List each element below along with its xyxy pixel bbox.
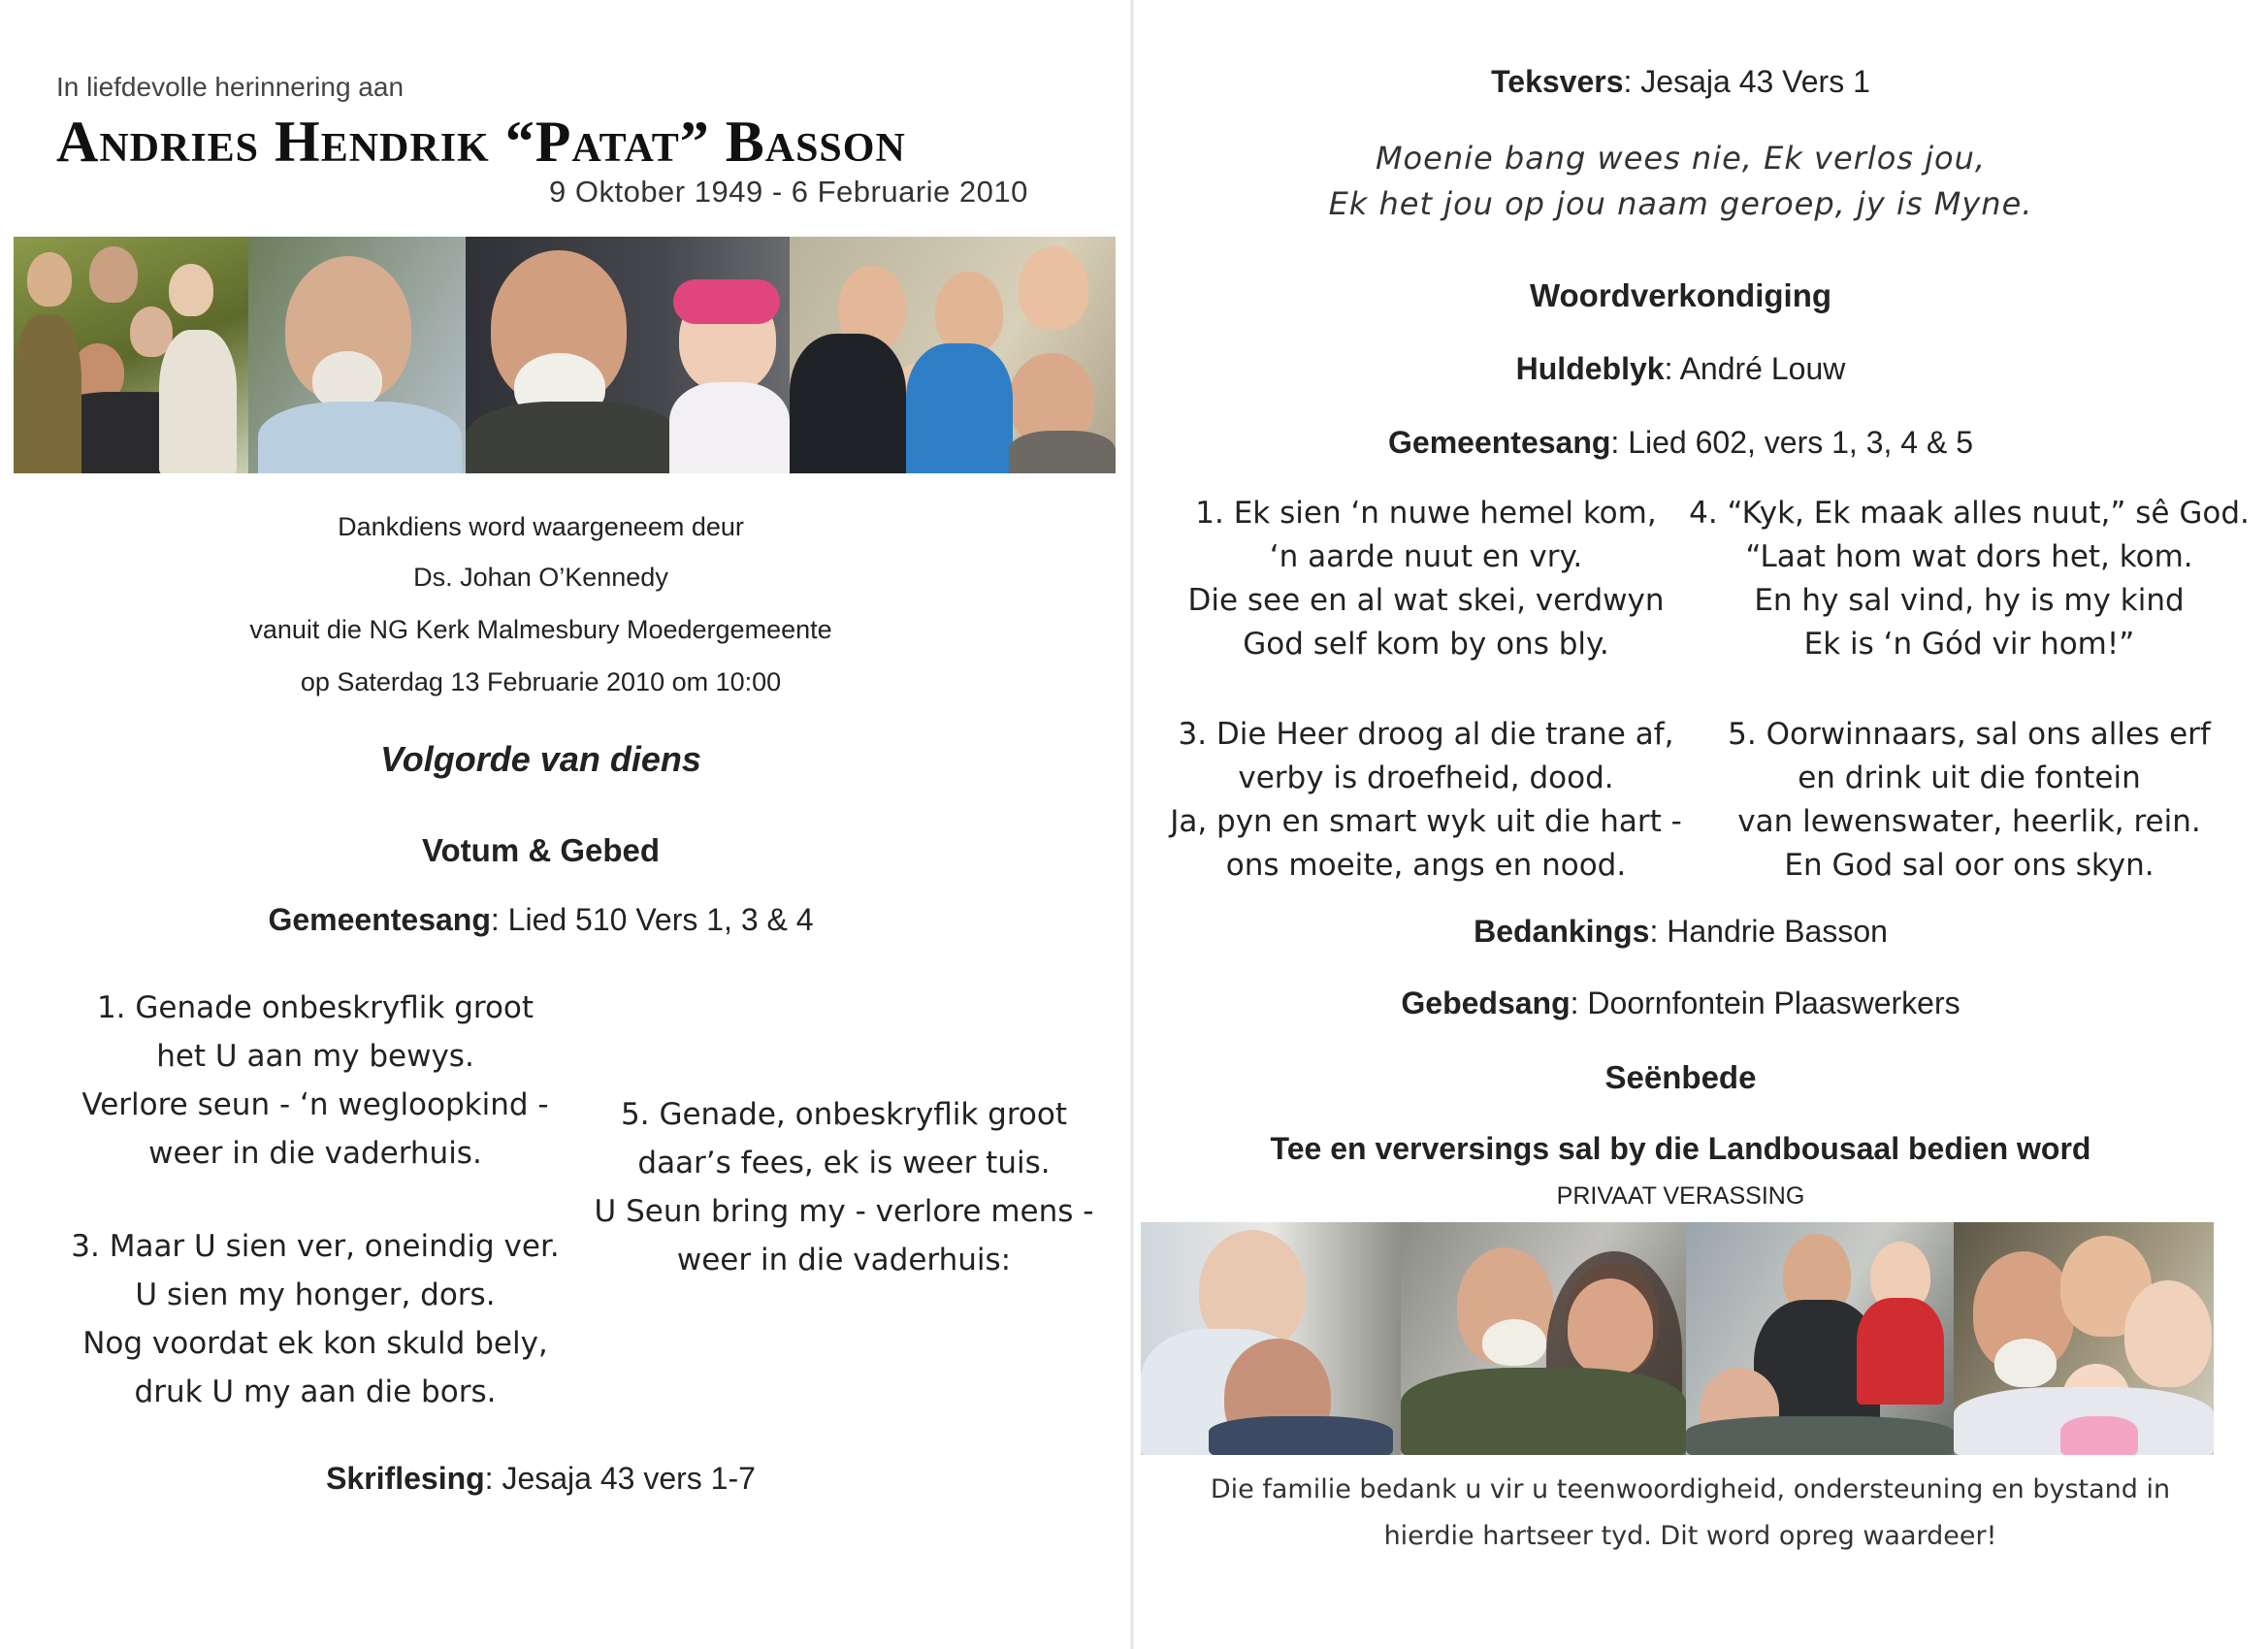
verse-line: 1. Ek sien ‘n nuwe hemel kom, [1195,496,1657,531]
hymn1-verse-3 [58,1222,572,1416]
top-photo-strip [14,237,1116,473]
hymn2-line [1135,425,2226,461]
order-of-service-heading: Volgorde van diens [380,739,701,779]
verse-quote [1135,136,2226,227]
private-cremation-note: PRIVAAT VERASSING [1556,1182,1805,1210]
verse-line: 1. Genade onbeskryflik groot [96,990,535,1025]
verse-line: Ja, pyn en smart wyk uit die hart - [1170,804,1682,839]
verse-line: ons moeite, angs en nood. [1225,848,1627,883]
photo-man-with-daughter [1401,1222,1686,1455]
verse-line: 4. “Kyk, Ek maak alles nuut,” sê God. [1689,496,2250,531]
text-verse-label: Teksvers [1491,64,1624,99]
verse-line: U Seun bring my - verlore mens - [594,1194,1094,1229]
photo-family-group [14,237,248,473]
verse-line: druk U my aan die bors. [134,1374,497,1409]
verse-line: U sien my honger, dors. [135,1277,496,1312]
thanks-value: : Handrie Basson [1649,914,1888,949]
deceased-name: Andries Hendrik “Patat” Basson [56,110,906,174]
verse-line: 3. Maar U sien ver, oneindig ver. [71,1229,560,1264]
photo-couple [1141,1222,1401,1455]
officiant-intro: Dankdiens word waargeneem deur [338,512,744,541]
scripture-value: : Jesaja 43 vers 1-7 [484,1461,756,1496]
prayer-song-value: : Doornfontein Plaaswerkers [1570,986,1960,1020]
verse-line: 5. Genade, onbeskryflik groot [621,1097,1067,1132]
text-verse-value: : Jesaja 43 Vers 1 [1623,64,1870,99]
officiant-name: Ds. Johan O’Kennedy [413,563,668,592]
verse-line: Die see en al wat skei, verdwyn [1187,583,1665,618]
scripture-reading [0,1461,1082,1497]
blessing-heading: Seënbede [1604,1059,1757,1095]
verse-quote-line: Moenie bang wees nie, Ek verlos jou, [1375,140,1987,177]
tribute-line [1135,351,2226,387]
hymn2-verse-4 [1659,492,2268,666]
photo-grandparents-baby [1954,1222,2214,1455]
prayer-song-label: Gebedsang [1401,986,1571,1020]
verse-line: God self kom by ons bly. [1243,627,1609,662]
service-date-time: op Saterdag 13 Februarie 2010 om 10:00 [300,667,782,696]
scripture-label: Skriflesing [326,1461,485,1496]
photo-father-son-baby [1686,1222,1954,1455]
photo-group-selfie [790,237,1116,473]
hymn2-verse-1 [1135,492,1717,666]
verse-quote-line: Ek het jou op jou naam geroep, jy is Myne. [1328,185,2033,222]
life-dates: 9 Oktober 1949 - 6 Februarie 2010 [549,175,1028,209]
prayer-song-line [1135,986,2226,1021]
memory-line: In liefdevolle herinnering aan [56,72,405,102]
thanks-line [1135,914,2226,950]
church-name: vanuit die NG Kerk Malmesbury Moedergemeente [249,615,832,644]
hymn1-verse-1 [58,984,572,1178]
verse-line: Nog voordat ek kon skuld bely, [82,1326,548,1361]
verse-line: 5. Oorwinnaars, sal ons alles erf [1728,717,2211,752]
photo-man-on-phone [248,237,466,473]
verse-line: van lewenswater, heerlik, rein. [1737,804,2201,839]
photo-man-with-baby [466,237,790,473]
verse-line: weer in die vaderhuis. [148,1136,482,1171]
verse-line: 3. Die Heer droog al die trane af, [1178,717,1674,752]
hymn2-verse-5 [1659,713,2268,888]
family-thanks-message [1154,1467,2226,1560]
hymn2-verse-3 [1135,713,1717,888]
tribute-label: Huldeblyk [1515,351,1665,386]
votum-heading: Votum & Gebed [421,832,661,868]
verse-line: en drink uit die fontein [1798,760,2141,795]
family-thanks-line: hierdie hartseer tyd. Dit word opreg waardeer! [1383,1521,1997,1551]
verse-line: Ek is ‘n Gód vir hom!” [1803,627,2135,662]
verse-line: verby is droefheid, dood. [1238,760,1614,795]
sermon-heading: Woordverkondiging [1529,277,1832,313]
tribute-value: : André Louw [1664,351,1846,386]
hymn2-value: : Lied 602, vers 1, 3, 4 & 5 [1610,425,1973,460]
verse-line: weer in die vaderhuis: [676,1243,1012,1277]
verse-line: het U aan my bewys. [156,1039,474,1074]
verse-line: “Laat hom wat dors het, kom. [1745,539,2193,574]
bottom-photo-strip [1141,1222,2214,1455]
thanks-label: Bedankings [1474,914,1650,949]
hymn1-value: : Lied 510 Vers 1, 3 & 4 [490,902,814,937]
hymn1-label: Gemeentesang [268,902,491,937]
verse-line: En God sal oor ons skyn. [1784,848,2155,883]
family-thanks-line: Die familie bedank u vir u teenwoordigheid, ondersteuning en bystand in [1210,1474,2171,1504]
verse-line: ‘n aarde nuut en vry. [1269,539,1583,574]
verse-line: daar’s fees, ek is weer tuis. [637,1146,1051,1180]
verse-line: Verlore seun - ‘n wegloopkind - [81,1087,549,1122]
text-verse-line [1135,64,2226,100]
verse-line: En hy sal vind, hy is my kind [1754,583,2185,618]
hymn2-label: Gemeentesang [1388,425,1611,460]
hymn1-verse-5 [582,1090,1106,1284]
left-page [0,0,1133,1649]
refreshments-notice: Tee en verversings sal by die Landbousaal bedien word [1270,1131,2091,1166]
hymn1-line [0,902,1082,938]
